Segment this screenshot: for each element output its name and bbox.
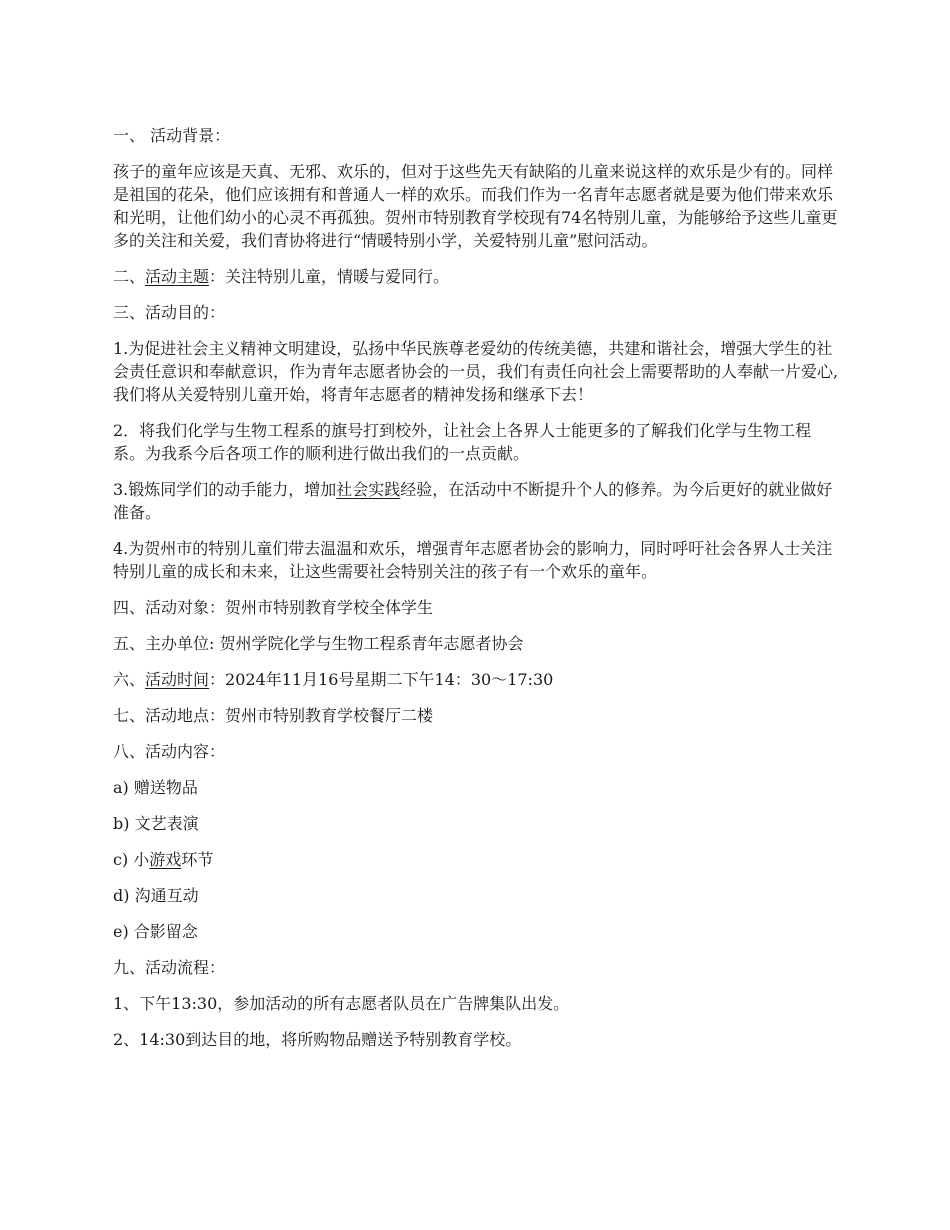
content-item-d: d) 沟通互动	[113, 886, 199, 905]
purpose-heading: 三、活动目的：	[113, 303, 226, 322]
content-item-c-prefix: c) 小	[113, 850, 150, 869]
content-item-a: a) 赠送物品	[113, 778, 198, 797]
process-heading: 九、活动流程：	[113, 958, 226, 977]
process-step-2: 2、14:30到达目的地，将所购物品赠送予特别教育学校。	[113, 1030, 522, 1049]
content-heading: 八、活动内容：	[113, 742, 226, 761]
purpose-item-3-prefix: 3.锻炼同学们的动手能力，增加	[113, 480, 337, 499]
purpose-item-3-rest: 经验，在活动中不断提升个人的修养。为今后更好的就业做好准备。	[113, 480, 833, 522]
content-item-b: b) 文艺表演	[113, 814, 199, 833]
target-line: 四、活动对象：贺州市特别教育学校全体学生	[113, 598, 434, 617]
document-page	[113, 124, 840, 1064]
background-heading: 一、 活动背景：	[113, 126, 231, 145]
theme-text: ：关注特别儿童，情暖与爱同行。	[209, 267, 450, 286]
game-link[interactable]: 游戏	[149, 850, 182, 869]
time-text: ：2024年11月16号星期二下午14：30～17:30	[209, 670, 554, 689]
location-line: 七、活动地点：贺州市特别教育学校餐厅二楼	[113, 706, 434, 725]
purpose-item-2: 2．将我们化学与生物工程系的旗号打到校外，让社会上各界人士能更多的了解我们化学与生物工程系。为我系今后各项工作的顺利进行做出我们的一点贡献。	[113, 421, 812, 463]
process-step-1: 1、下午13:30，参加活动的所有志愿者队员在广告牌集队出发。	[113, 994, 570, 1013]
purpose-item-1: 1.为促进社会主义精神文明建设，弘扬中华民族尊老爱幼的传统美德，共建和谐社会，增强大学生的社会责任意识和奉献意识，作为青年志愿者协会的一员，我们有责任向社会上需要帮助的人奉献一片爱心,我们将从关爱特别儿童开始，将青年志愿者的精神发扬和继承下去！	[113, 339, 839, 404]
time-prefix: 六、	[113, 670, 146, 689]
content-item-c-rest: 环节	[181, 850, 214, 869]
time-line	[113, 668, 840, 691]
purpose-item-3	[113, 478, 840, 524]
content-item-c	[113, 848, 840, 871]
organizer-line: 五、主办单位: 贺州学院化学与生物工程系青年志愿者协会	[113, 634, 524, 653]
theme-link[interactable]: 活动主题	[145, 267, 210, 286]
theme-prefix: 二、	[113, 267, 146, 286]
time-link[interactable]: 活动时间	[145, 670, 210, 689]
background-body: 孩子的童年应该是天真、无邪、欢乐的，但对于这些先天有缺陷的儿童来说这样的欢乐是少有的。同样是祖国的花朵，他们应该拥有和普通人一样的欢乐。而我们作为一名青年志愿者就是要为他们带来欢乐和光明，让他们幼小的心灵不再孤独。贺州市特别教育学校现有74名特别儿童，为能够给予这些儿童更多的关注和关爱，我们青协将进行“情暖特别小学，关爱特别儿童”慰问活动。	[113, 162, 838, 250]
social-practice-link[interactable]: 社会实践	[336, 480, 401, 499]
theme-line	[113, 265, 840, 288]
content-item-e: e) 合影留念	[113, 922, 198, 941]
purpose-item-4: 4.为贺州市的特别儿童们带去温温和欢乐，增强青年志愿者协会的影响力，同时呼吁社会各界人士关注特别儿童的成长和未来，让这些需要社会特别关注的孩子有一个欢乐的童年。	[113, 539, 833, 581]
